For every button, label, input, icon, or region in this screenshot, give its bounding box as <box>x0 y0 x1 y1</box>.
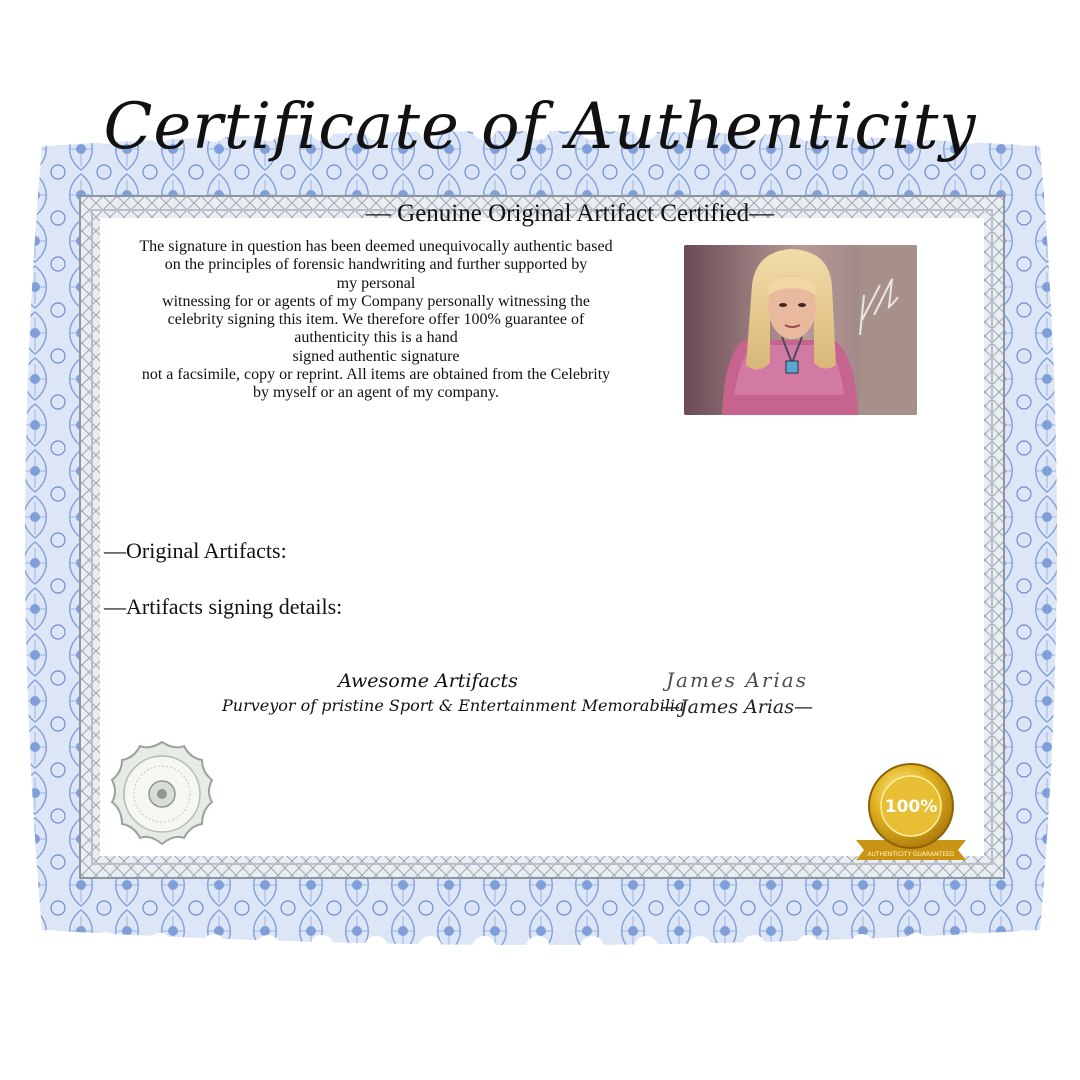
statement-line: witnessing for or agents of my Company personally witnessing the <box>162 292 590 310</box>
statement-line: signed authentic signature <box>292 347 460 365</box>
badge-percent: 100% <box>884 797 938 817</box>
silver-seal-icon <box>108 740 216 848</box>
statement-line: not a facsimile, copy or reprint. All items are obtained from the Celebrity <box>141 366 611 384</box>
statement-line: my personal <box>336 274 416 292</box>
original-artifacts-label: —Original Artifacts: <box>104 538 287 563</box>
handwritten-signature: James Arias <box>666 668 808 692</box>
company-name: Awesome Artifacts <box>338 670 518 692</box>
statement-line: authenticity this is a hand <box>294 329 458 347</box>
signing-details-label: —Artifacts signing details: <box>104 594 343 619</box>
certificate-statement <box>108 238 644 403</box>
statement-line: celebrity signing this item. We therefore offer 100% guarantee of <box>167 311 585 329</box>
statement-line: The signature in question has been deemed unequivocally authentic based <box>139 238 613 255</box>
signer-name: —James Arias— <box>661 696 813 718</box>
certificate-title: Certificate of Authenticity <box>103 90 977 164</box>
signed-photo <box>684 245 917 415</box>
company-tagline: Purveyor of pristine Sport & Entertainment Memorabilia <box>222 696 685 715</box>
certificate-subtitle: — Genuine Original Artifact Certified— <box>365 200 775 227</box>
badge-ribbon-text: AUTHENTICITY GUARANTEED <box>867 851 955 858</box>
company-block <box>222 670 685 715</box>
signature-block <box>652 668 822 718</box>
gold-guarantee-badge-icon <box>852 762 970 864</box>
statement-line: by myself or an agent of my company. <box>252 384 499 402</box>
statement-line: on the principles of forensic handwriting and further supported by <box>164 256 588 274</box>
